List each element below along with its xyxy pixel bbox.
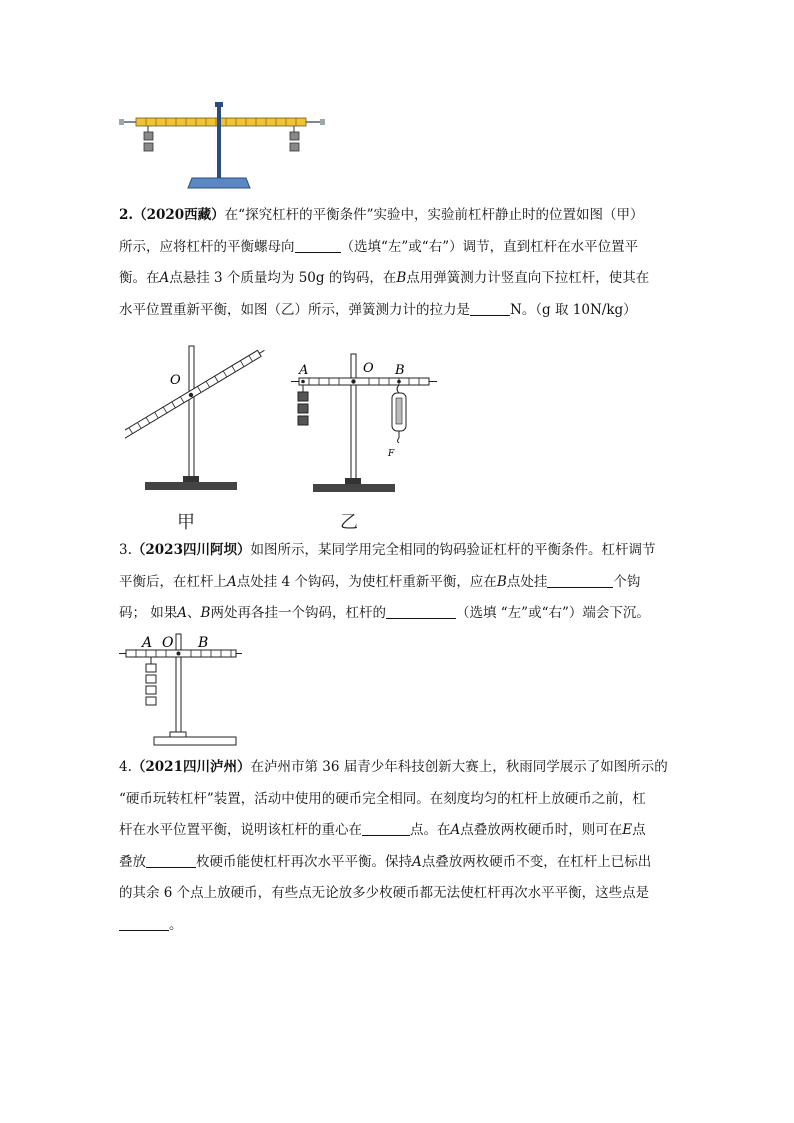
question-text: 点 bbox=[632, 822, 646, 838]
question-text: （选填 “左”或“右”）端会下沉。 bbox=[455, 605, 650, 621]
answer-blank[interactable] bbox=[362, 821, 410, 836]
question-text: 在泸州市第 36 届青少年科技创新大赛上，秋雨同学展示了如图所示的 bbox=[250, 759, 668, 775]
question-2-line-4 bbox=[119, 295, 679, 327]
question-text: 平衡后，在杠杆上 bbox=[119, 573, 227, 590]
question-source: （2021四川泸州） bbox=[131, 759, 251, 775]
question-text: 叠放 bbox=[119, 853, 146, 870]
point-label: B bbox=[396, 270, 407, 286]
question-number: 4. bbox=[119, 759, 132, 775]
lever-figure-3 bbox=[118, 632, 243, 750]
figure-caption-jia: 甲 bbox=[177, 512, 195, 533]
label-O: O bbox=[363, 361, 374, 376]
question-text: （选填“左”或“右”）调节，直到杠杆在水平位置平 bbox=[340, 238, 639, 255]
question-text: 点处挂 bbox=[506, 573, 548, 590]
question-text: 点。在 bbox=[410, 822, 451, 838]
question-4-line-3 bbox=[119, 815, 679, 847]
label-F: F bbox=[388, 449, 395, 459]
question-text: 点悬挂 3 个质量均为 50g 的钩码，在 bbox=[169, 270, 397, 286]
question-text: 、 bbox=[187, 605, 201, 621]
point-label: B bbox=[200, 605, 211, 621]
point-label: A bbox=[450, 822, 461, 838]
label-A: A bbox=[299, 363, 309, 378]
question-text: 如图所示，某同学用完全相同的钩码验证杠杆的平衡条件。杠杆调节 bbox=[250, 542, 656, 558]
figure-caption-yi: 乙 bbox=[340, 512, 358, 533]
question-text: 在“探究杠杆的平衡条件”实验中，实验前杠杆静止时的位置如图（甲） bbox=[224, 207, 644, 223]
lever-figure-jia bbox=[125, 340, 270, 495]
question-2-line-2 bbox=[119, 232, 679, 264]
question-text: 点处挂 4 个钩码，为使杠杆重新平衡，应在 bbox=[236, 573, 497, 590]
question-4-line-4 bbox=[119, 847, 679, 879]
answer-blank[interactable] bbox=[547, 573, 613, 588]
question-2-line-1 bbox=[119, 200, 679, 232]
question-text: 的其余 6 个点上放硬币，有些点无论放多少枚硬币都无法使杠杆再次水平平衡，这些点是 bbox=[119, 885, 650, 901]
lever-figure-1 bbox=[118, 100, 328, 192]
label-B: B bbox=[395, 363, 405, 378]
point-label: B bbox=[496, 573, 507, 590]
question-source: （2023四川阿坝） bbox=[131, 542, 251, 558]
question-text: 个钩 bbox=[613, 573, 641, 590]
question-text: N。（g 取 10N/kg） bbox=[510, 301, 637, 318]
question-text: 水平位置重新平衡，如图（乙）所示，弹簧测力计的拉力是 bbox=[119, 301, 470, 318]
lever-figure-yi bbox=[285, 348, 445, 498]
question-text: 两处再各挂一个钩码，杠杆的 bbox=[210, 605, 386, 621]
question-number: 3. bbox=[119, 542, 132, 558]
question-text: 枚硬币能使杠杆再次水平平衡。保持 bbox=[196, 853, 412, 870]
point-label: A bbox=[227, 573, 237, 590]
question-text: 点叠放两枚硬币时，则可在 bbox=[460, 822, 623, 838]
point-label: A bbox=[412, 853, 422, 870]
question-text: 码； 如果 bbox=[119, 605, 178, 621]
question-text: 点叠放两枚硬币不变，在杠杆上已标出 bbox=[421, 853, 652, 870]
question-text: “硬币玩转杠杆”装置，活动中使用的硬币完全相同。在刻度均匀的杠杆上放硬币之前，杠 bbox=[119, 790, 646, 807]
label-O: O bbox=[170, 373, 181, 388]
question-3-line-1 bbox=[119, 535, 679, 567]
question-text: 杆在水平位置平衡，说明该杠杆的重心在 bbox=[119, 822, 362, 838]
question-4-line-2 bbox=[119, 784, 679, 816]
question-3 bbox=[119, 535, 679, 630]
point-label: E bbox=[622, 822, 633, 838]
question-number: 2. bbox=[119, 207, 134, 223]
answer-blank[interactable] bbox=[386, 604, 456, 619]
label-B: B bbox=[198, 635, 209, 651]
question-2 bbox=[119, 200, 679, 326]
question-4 bbox=[119, 752, 679, 941]
question-3-line-3 bbox=[119, 598, 679, 630]
answer-blank[interactable] bbox=[470, 301, 510, 316]
question-text: 所示，应将杠杆的平衡螺母向 bbox=[119, 238, 295, 255]
question-text: 点用弹簧测力计竖直向下拉杠杆，使其在 bbox=[406, 270, 650, 286]
question-text: 衡。在 bbox=[119, 270, 160, 286]
question-2-line-3 bbox=[119, 263, 679, 295]
question-4-line-1 bbox=[119, 752, 679, 784]
question-text: 。 bbox=[169, 916, 183, 933]
question-3-line-2 bbox=[119, 567, 679, 599]
question-4-line-6 bbox=[119, 910, 679, 942]
label-A: A bbox=[142, 635, 153, 651]
question-source: （2020西藏） bbox=[133, 207, 225, 223]
question-4-line-5 bbox=[119, 878, 679, 910]
answer-blank[interactable] bbox=[146, 853, 196, 868]
answer-blank[interactable] bbox=[119, 916, 169, 931]
label-O: O bbox=[162, 635, 174, 651]
answer-blank[interactable] bbox=[295, 238, 341, 253]
point-label: A bbox=[177, 605, 188, 621]
point-label: A bbox=[159, 270, 170, 286]
